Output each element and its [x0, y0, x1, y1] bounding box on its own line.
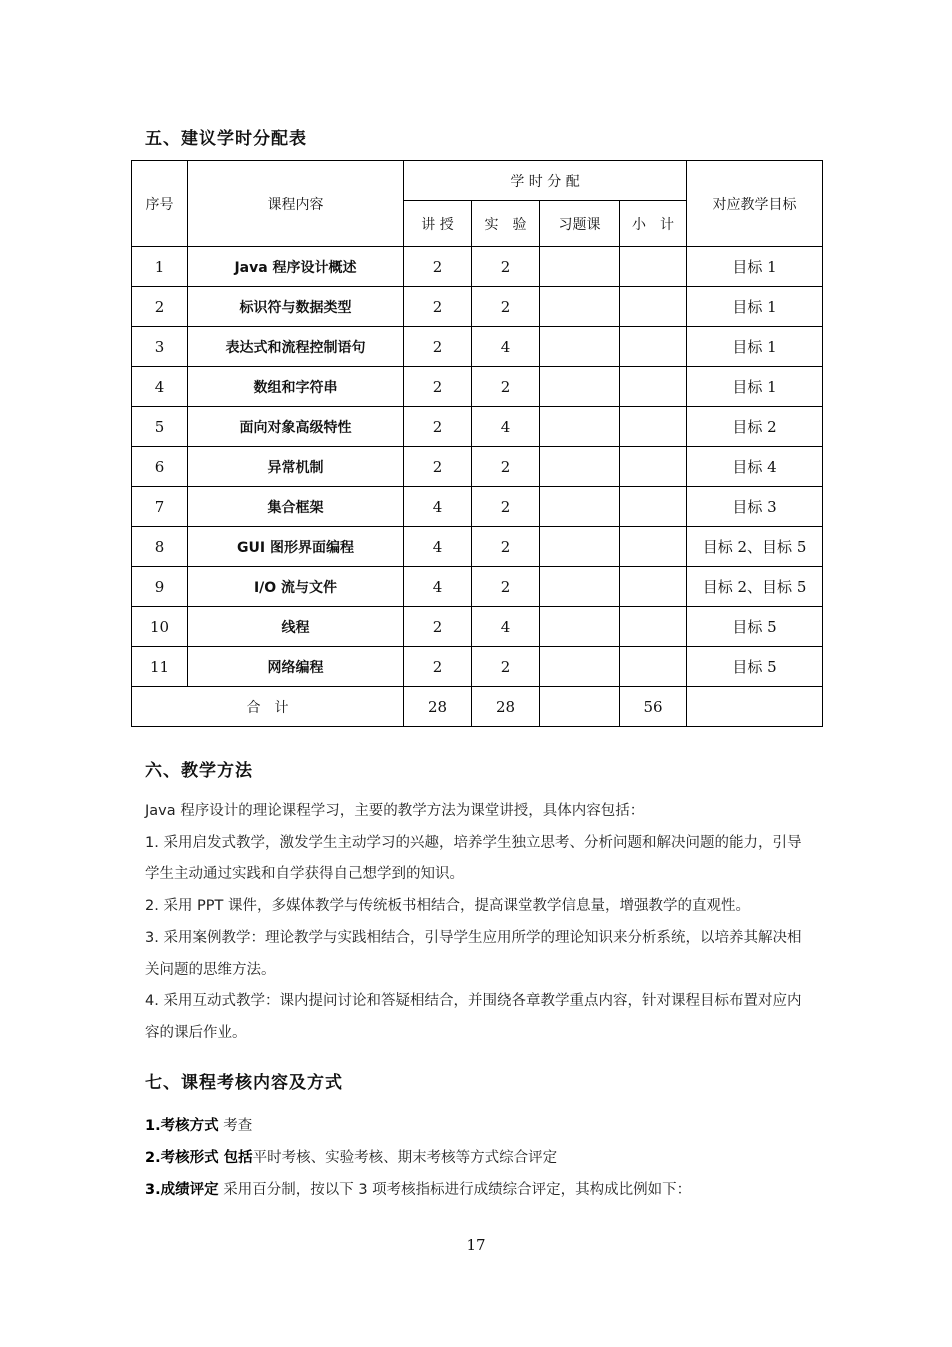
cell-lab: 2: [472, 447, 540, 487]
assessment-item-text: 平时考核、实验考核、期末考核等方式综合评定: [252, 1150, 558, 1166]
cell-lecture: 2: [404, 447, 472, 487]
cell-lecture: 2: [404, 367, 472, 407]
cell-lab: 2: [472, 367, 540, 407]
total-goal: [687, 687, 823, 727]
teaching-methods-text: [145, 796, 810, 1050]
cell-lecture: 2: [404, 407, 472, 447]
cell-index: 2: [132, 287, 188, 327]
header-exercise: 习题课: [540, 201, 620, 247]
cell-index: 11: [132, 647, 188, 687]
cell-subtotal: [620, 247, 687, 287]
cell-index: 3: [132, 327, 188, 367]
cell-exercise: [540, 367, 620, 407]
cell-index: 6: [132, 447, 188, 487]
cell-content: 面向对象高级特性: [188, 407, 404, 447]
cell-subtotal: [620, 527, 687, 567]
cell-subtotal: [620, 287, 687, 327]
cell-subtotal: [620, 367, 687, 407]
cell-lab: 2: [472, 287, 540, 327]
cell-lab: 2: [472, 647, 540, 687]
cell-goal: 目标 1: [687, 367, 823, 407]
cell-index: 8: [132, 527, 188, 567]
assessment-item: [145, 1178, 691, 1199]
total-subtotal: 56: [620, 687, 687, 727]
cell-index: 5: [132, 407, 188, 447]
cell-exercise: [540, 567, 620, 607]
cell-lab: 4: [472, 407, 540, 447]
total-lab: 28: [472, 687, 540, 727]
cell-subtotal: [620, 567, 687, 607]
header-content: 课程内容: [188, 161, 404, 247]
cell-lab: 4: [472, 607, 540, 647]
cell-exercise: [540, 247, 620, 287]
assessment-item-text: 采用百分制，按以下 3 项考核指标进行成绩综合评定，其构成比例如下：: [223, 1182, 692, 1198]
table-row: [132, 447, 823, 487]
assessment-item-text: 考查: [223, 1118, 253, 1134]
table-row: [132, 607, 823, 647]
table-total-row: [132, 687, 823, 727]
cell-subtotal: [620, 407, 687, 447]
header-hours: 学 时 分 配: [404, 161, 687, 201]
cell-exercise: [540, 647, 620, 687]
cell-goal: 目标 2: [687, 407, 823, 447]
cell-exercise: [540, 327, 620, 367]
table-row: [132, 407, 823, 447]
cell-lecture: 4: [404, 567, 472, 607]
paragraph: 2. 采用 PPT 课件，多媒体教学与传统板书相结合，提高课堂教学信息量，增强教学的直观性。: [145, 898, 751, 915]
table-row: [132, 527, 823, 567]
cell-goal: 目标 2、目标 5: [687, 567, 823, 607]
cell-lecture: 2: [404, 647, 472, 687]
total-lecture: 28: [404, 687, 472, 727]
paragraph: Java 程序设计的理论课程学习，主要的教学方法为课堂讲授，具体内容包括：: [145, 803, 645, 819]
table-row: [132, 367, 823, 407]
assessment-item-label: 2.考核形式 包括: [145, 1150, 253, 1166]
header-lecture: 讲 授: [404, 201, 472, 247]
cell-index: 4: [132, 367, 188, 407]
cell-content: 标识符与数据类型: [188, 287, 404, 327]
cell-content: 表达式和流程控制语句: [188, 327, 404, 367]
cell-lab: 2: [472, 527, 540, 567]
total-exercise: [540, 687, 620, 727]
section-5-title: 五、建议学时分配表: [145, 129, 307, 149]
paragraph: 3. 采用案例教学：理论教学与实践相结合，引导学生应用所学的理论知识来分析系统，以培养其解决相关问题的思维方法。: [145, 929, 802, 978]
cell-goal: 目标 4: [687, 447, 823, 487]
cell-subtotal: [620, 647, 687, 687]
cell-index: 7: [132, 487, 188, 527]
cell-index: 9: [132, 567, 188, 607]
total-label: 合 计: [132, 687, 404, 727]
cell-lecture: 4: [404, 487, 472, 527]
cell-index: 10: [132, 607, 188, 647]
assessment-item-label: 1.考核方式: [145, 1118, 219, 1134]
cell-subtotal: [620, 327, 687, 367]
header-goal: 对应教学目标: [687, 161, 823, 247]
table-row: [132, 287, 823, 327]
cell-exercise: [540, 527, 620, 567]
cell-exercise: [540, 607, 620, 647]
assessment-item: [145, 1114, 252, 1135]
cell-subtotal: [620, 447, 687, 487]
table-row: [132, 487, 823, 527]
cell-lecture: 2: [404, 247, 472, 287]
cell-lab: 4: [472, 327, 540, 367]
assessment-item-label: 3.成绩评定: [145, 1182, 219, 1198]
cell-goal: 目标 2、目标 5: [687, 527, 823, 567]
cell-goal: 目标 3: [687, 487, 823, 527]
table-row: [132, 327, 823, 367]
header-subtotal: 小 计: [620, 201, 687, 247]
cell-subtotal: [620, 487, 687, 527]
cell-goal: 目标 1: [687, 327, 823, 367]
hours-allocation-table: [131, 160, 823, 727]
cell-goal: 目标 5: [687, 647, 823, 687]
cell-goal: 目标 1: [687, 287, 823, 327]
cell-content: 网络编程: [188, 647, 404, 687]
cell-lab: 2: [472, 247, 540, 287]
table-row: [132, 567, 823, 607]
cell-goal: 目标 5: [687, 607, 823, 647]
cell-content: 线程: [188, 607, 404, 647]
section-7-title: 七、课程考核内容及方式: [145, 1073, 343, 1093]
paragraph: 1. 采用启发式教学，激发学生主动学习的兴趣，培养学生独立思考、分析问题和解决问题的能力，引导学生主动通过实践和自学获得自己想学到的知识。: [145, 834, 802, 883]
cell-lab: 2: [472, 567, 540, 607]
header-lab: 实 验: [472, 201, 540, 247]
header-index: 序号: [132, 161, 188, 247]
cell-exercise: [540, 407, 620, 447]
cell-lab: 2: [472, 487, 540, 527]
cell-content: 异常机制: [188, 447, 404, 487]
cell-content: Java 程序设计概述: [188, 247, 404, 287]
page-number: 17: [466, 1236, 486, 1254]
cell-lecture: 2: [404, 607, 472, 647]
section-6-title: 六、教学方法: [145, 761, 253, 781]
cell-content: I/O 流与文件: [188, 567, 404, 607]
cell-lecture: 2: [404, 327, 472, 367]
cell-subtotal: [620, 607, 687, 647]
paragraph: 4. 采用互动式教学：课内提问讨论和答疑相结合，并围绕各章教学重点内容，针对课程目标布置对应内容的课后作业。: [145, 993, 802, 1041]
cell-index: 1: [132, 247, 188, 287]
cell-goal: 目标 1: [687, 247, 823, 287]
assessment-item: [145, 1146, 557, 1167]
table-row: [132, 247, 823, 287]
table-row: [132, 647, 823, 687]
cell-exercise: [540, 487, 620, 527]
cell-content: 集合框架: [188, 487, 404, 527]
cell-exercise: [540, 287, 620, 327]
cell-content: GUI 图形界面编程: [188, 527, 404, 567]
cell-lecture: 2: [404, 287, 472, 327]
cell-exercise: [540, 447, 620, 487]
cell-lecture: 4: [404, 527, 472, 567]
cell-content: 数组和字符串: [188, 367, 404, 407]
